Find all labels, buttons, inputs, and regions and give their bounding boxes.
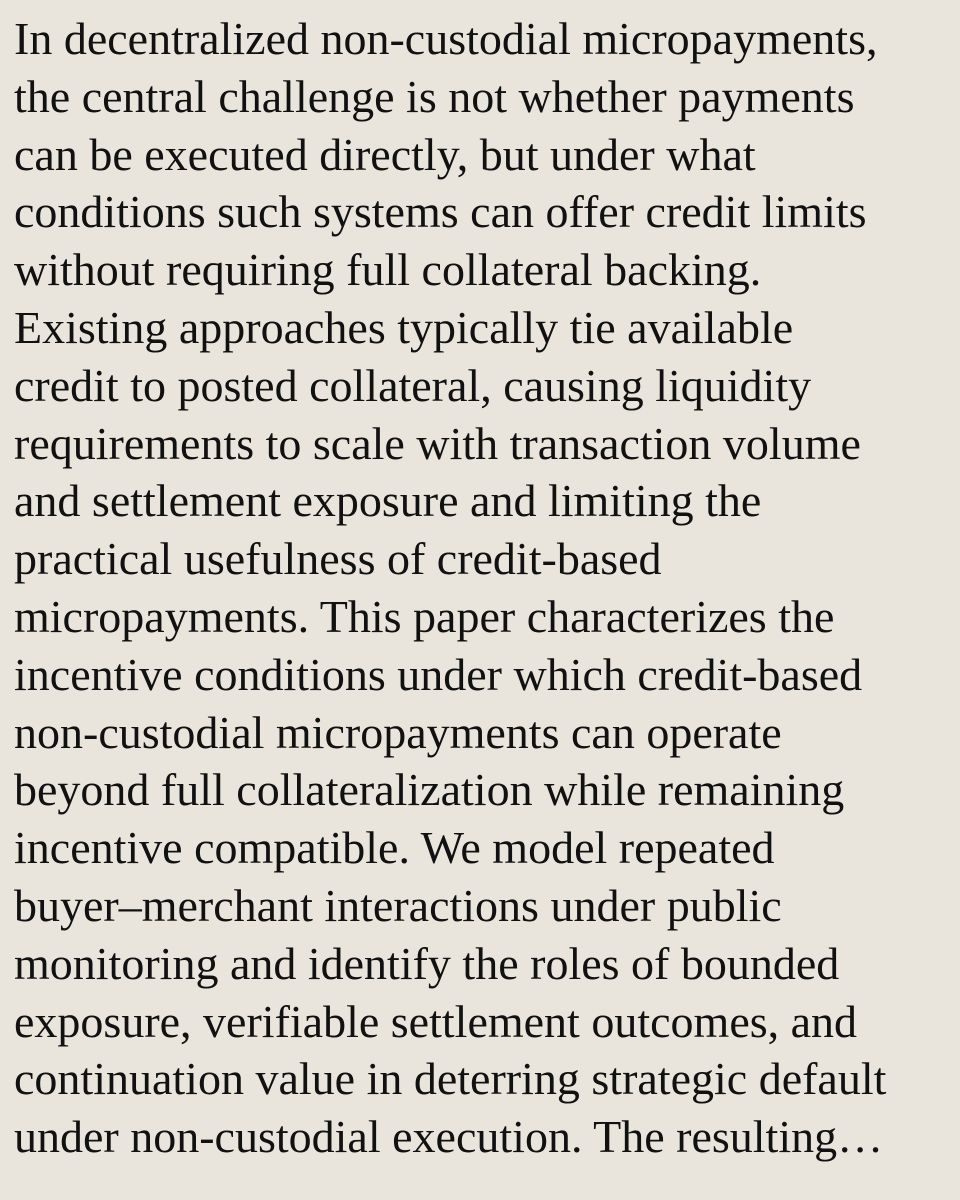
text-line: In decentralized non-custodial micropayments, [14, 13, 878, 64]
text-line: monitoring and identify the roles of bounded [14, 937, 840, 989]
text-line: continuation value in deterring strategic default [14, 1053, 887, 1105]
text-line: credit to posted collateral, causing liquidity [14, 359, 812, 411]
abstract-text [14, 10, 960, 1166]
text-line: non-custodial micropayments can operate [14, 706, 782, 758]
text-line: conditions such systems can offer credit limits [14, 186, 867, 238]
text-line: incentive conditions under which credit-based [14, 648, 863, 700]
text-line: can be executed directly, but under what [14, 128, 756, 180]
text-line: requirements to scale with transaction volume [14, 417, 861, 469]
text-line: incentive compatible. We model repeated [14, 822, 775, 874]
text-line: and settlement exposure and limiting the [14, 475, 762, 527]
text-line: beyond full collateralization while remaining [14, 764, 845, 816]
text-line: under non-custodial execution. The resulting… [14, 1111, 884, 1163]
text-line: Existing approaches typically tie available [14, 301, 794, 353]
text-line: the central challenge is not whether payments [14, 70, 855, 122]
text-line: practical usefulness of credit-based [14, 533, 662, 585]
text-line: buyer–merchant interactions under public [14, 879, 782, 931]
text-line: without requiring full collateral backing. [14, 244, 762, 296]
text-line: micropayments. This paper characterizes the [14, 590, 835, 642]
text-line: exposure, verifiable settlement outcomes, and [14, 995, 858, 1047]
